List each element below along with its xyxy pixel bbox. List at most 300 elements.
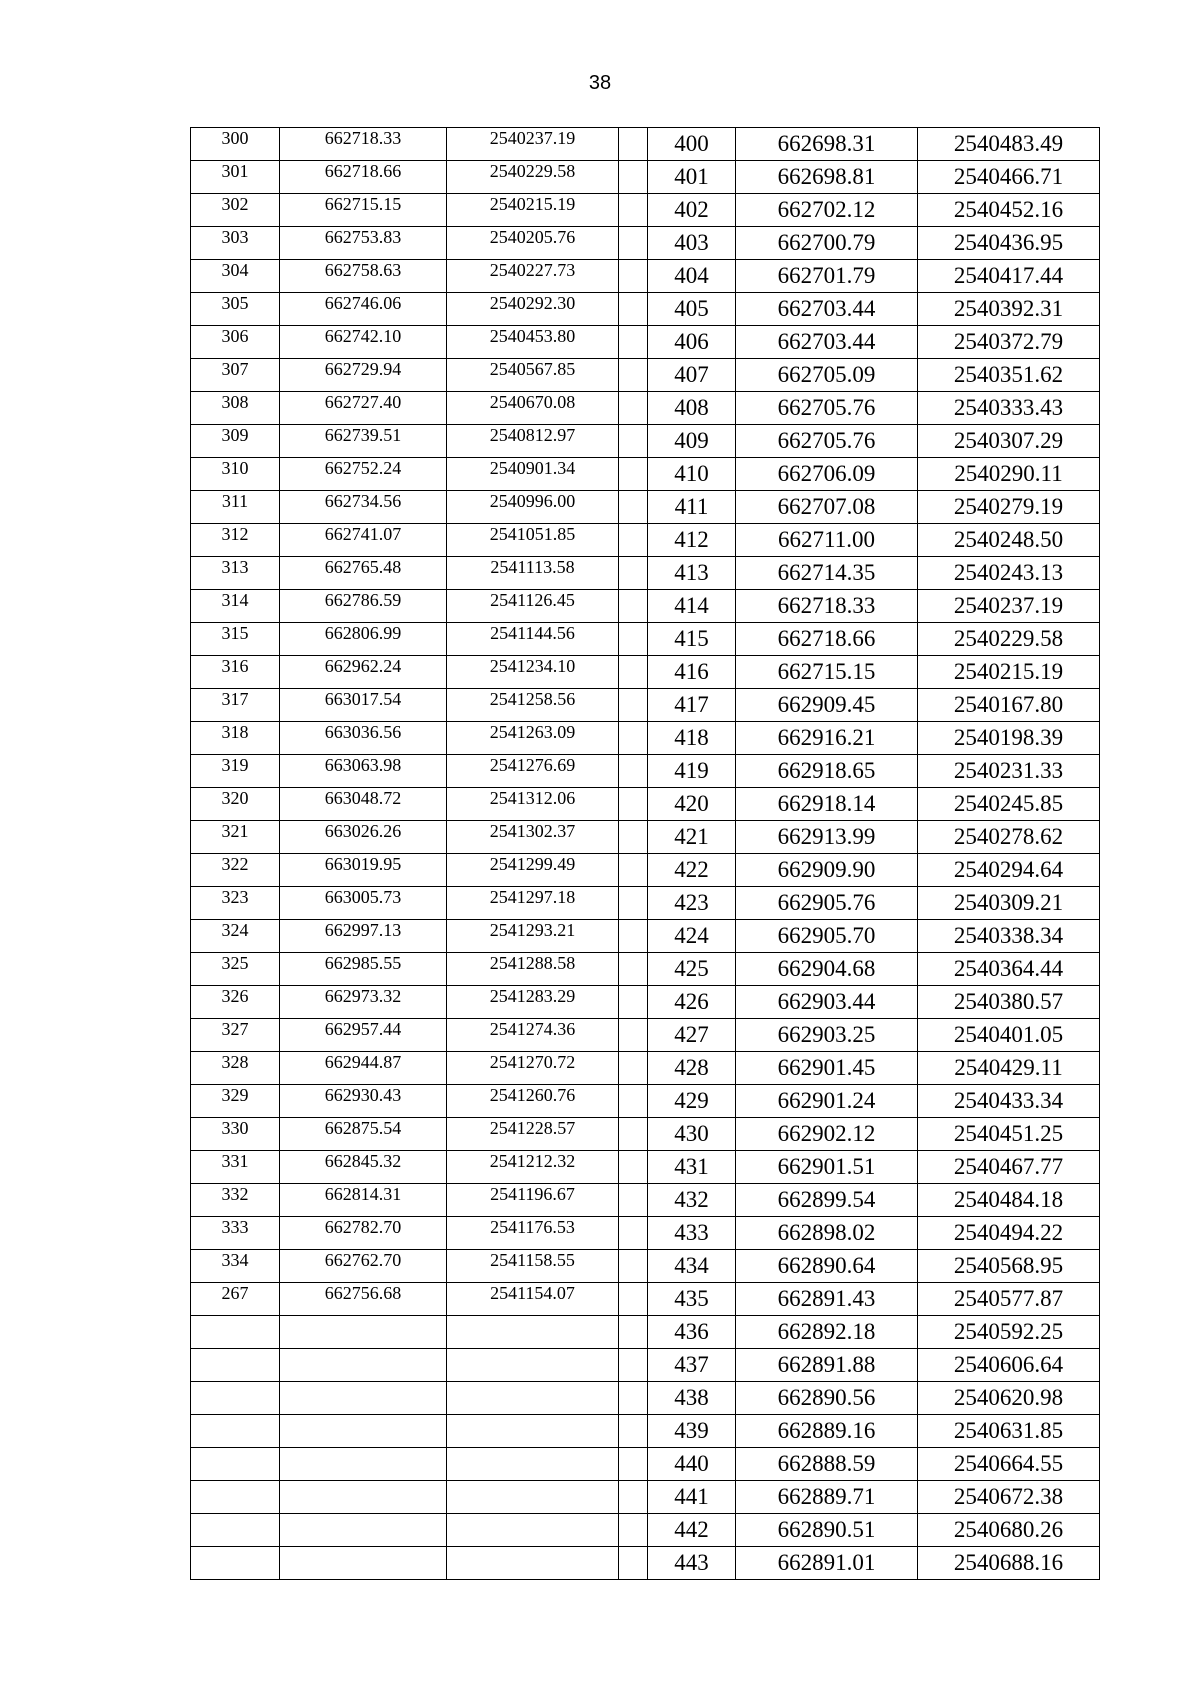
left-x-coordinate-cell: 662930.43 <box>280 1085 447 1118</box>
left-x-coordinate-cell <box>280 1415 447 1448</box>
right-point-number-cell: 418 <box>648 722 736 755</box>
table-row <box>191 293 1100 326</box>
right-y-coordinate-cell: 2540451.25 <box>918 1118 1100 1151</box>
left-x-coordinate-cell: 662782.70 <box>280 1217 447 1250</box>
table-row <box>191 821 1100 854</box>
right-point-number-cell: 431 <box>648 1151 736 1184</box>
table-row <box>191 755 1100 788</box>
right-y-coordinate-cell: 2540467.77 <box>918 1151 1100 1184</box>
right-x-coordinate-cell: 662918.14 <box>736 788 918 821</box>
right-point-number-cell: 432 <box>648 1184 736 1217</box>
left-y-coordinate-cell: 2540292.30 <box>447 293 619 326</box>
table-row <box>191 623 1100 656</box>
left-y-coordinate-cell: 2541126.45 <box>447 590 619 623</box>
left-x-coordinate-cell: 662875.54 <box>280 1118 447 1151</box>
right-point-number-cell: 438 <box>648 1382 736 1415</box>
left-x-coordinate-cell: 662962.24 <box>280 656 447 689</box>
right-y-coordinate-cell: 2540231.33 <box>918 755 1100 788</box>
left-point-number-cell <box>191 1415 280 1448</box>
separator-cell <box>619 920 648 953</box>
left-point-number-cell: 321 <box>191 821 280 854</box>
table-row <box>191 392 1100 425</box>
left-y-coordinate-cell: 2541144.56 <box>447 623 619 656</box>
left-y-coordinate-cell: 2541113.58 <box>447 557 619 590</box>
table-row <box>191 1382 1100 1415</box>
left-y-coordinate-cell: 2541234.10 <box>447 656 619 689</box>
table-row <box>191 1349 1100 1382</box>
right-point-number-cell: 424 <box>648 920 736 953</box>
right-y-coordinate-cell: 2540466.71 <box>918 161 1100 194</box>
left-y-coordinate-cell: 2540670.08 <box>447 392 619 425</box>
right-x-coordinate-cell: 662715.15 <box>736 656 918 689</box>
right-y-coordinate-cell: 2540215.19 <box>918 656 1100 689</box>
left-point-number-cell: 316 <box>191 656 280 689</box>
right-y-coordinate-cell: 2540417.44 <box>918 260 1100 293</box>
left-y-coordinate-cell <box>447 1514 619 1547</box>
table-row <box>191 1217 1100 1250</box>
separator-cell <box>619 524 648 557</box>
right-x-coordinate-cell: 662718.66 <box>736 623 918 656</box>
table-row <box>191 1118 1100 1151</box>
left-y-coordinate-cell: 2541274.36 <box>447 1019 619 1052</box>
table-row <box>191 194 1100 227</box>
left-point-number-cell: 305 <box>191 293 280 326</box>
left-x-coordinate-cell: 662786.59 <box>280 590 447 623</box>
left-x-coordinate-cell: 663063.98 <box>280 755 447 788</box>
left-x-coordinate-cell <box>280 1448 447 1481</box>
left-x-coordinate-cell <box>280 1316 447 1349</box>
right-x-coordinate-cell: 662702.12 <box>736 194 918 227</box>
right-x-coordinate-cell: 662901.45 <box>736 1052 918 1085</box>
page-number: 38 <box>588 72 612 94</box>
right-y-coordinate-cell: 2540592.25 <box>918 1316 1100 1349</box>
left-point-number-cell: 324 <box>191 920 280 953</box>
right-point-number-cell: 420 <box>648 788 736 821</box>
right-x-coordinate-cell: 662700.79 <box>736 227 918 260</box>
right-y-coordinate-cell: 2540380.57 <box>918 986 1100 1019</box>
right-point-number-cell: 413 <box>648 557 736 590</box>
right-y-coordinate-cell: 2540338.34 <box>918 920 1100 953</box>
left-x-coordinate-cell <box>280 1547 447 1580</box>
separator-cell <box>619 1415 648 1448</box>
right-y-coordinate-cell: 2540429.11 <box>918 1052 1100 1085</box>
left-x-coordinate-cell: 662762.70 <box>280 1250 447 1283</box>
separator-cell <box>619 887 648 920</box>
separator-cell <box>619 590 648 623</box>
left-y-coordinate-cell: 2541297.18 <box>447 887 619 920</box>
separator-cell <box>619 359 648 392</box>
left-y-coordinate-cell: 2541263.09 <box>447 722 619 755</box>
table-row <box>191 161 1100 194</box>
left-x-coordinate-cell: 662741.07 <box>280 524 447 557</box>
left-point-number-cell <box>191 1349 280 1382</box>
left-y-coordinate-cell: 2541302.37 <box>447 821 619 854</box>
left-x-coordinate-cell: 662973.32 <box>280 986 447 1019</box>
table-row <box>191 425 1100 458</box>
right-point-number-cell: 416 <box>648 656 736 689</box>
left-point-number-cell: 319 <box>191 755 280 788</box>
separator-cell <box>619 1019 648 1052</box>
right-point-number-cell: 430 <box>648 1118 736 1151</box>
left-point-number-cell: 300 <box>191 128 280 161</box>
left-x-coordinate-cell <box>280 1349 447 1382</box>
right-point-number-cell: 422 <box>648 854 736 887</box>
left-y-coordinate-cell: 2541196.67 <box>447 1184 619 1217</box>
left-point-number-cell: 327 <box>191 1019 280 1052</box>
table-row <box>191 326 1100 359</box>
left-x-coordinate-cell: 663019.95 <box>280 854 447 887</box>
left-x-coordinate-cell: 662944.87 <box>280 1052 447 1085</box>
separator-cell <box>619 821 648 854</box>
left-y-coordinate-cell <box>447 1349 619 1382</box>
left-point-number-cell: 302 <box>191 194 280 227</box>
right-point-number-cell: 403 <box>648 227 736 260</box>
right-y-coordinate-cell: 2540401.05 <box>918 1019 1100 1052</box>
left-y-coordinate-cell <box>447 1547 619 1580</box>
table-row <box>191 1250 1100 1283</box>
right-y-coordinate-cell: 2540364.44 <box>918 953 1100 986</box>
right-y-coordinate-cell: 2540294.64 <box>918 854 1100 887</box>
left-point-number-cell: 301 <box>191 161 280 194</box>
right-x-coordinate-cell: 662903.25 <box>736 1019 918 1052</box>
left-point-number-cell <box>191 1481 280 1514</box>
right-y-coordinate-cell: 2540333.43 <box>918 392 1100 425</box>
left-y-coordinate-cell <box>447 1316 619 1349</box>
separator-cell <box>619 1217 648 1250</box>
left-y-coordinate-cell: 2541293.21 <box>447 920 619 953</box>
left-point-number-cell: 307 <box>191 359 280 392</box>
table-row <box>191 1448 1100 1481</box>
left-point-number-cell <box>191 1316 280 1349</box>
left-y-coordinate-cell <box>447 1481 619 1514</box>
right-y-coordinate-cell: 2540309.21 <box>918 887 1100 920</box>
right-x-coordinate-cell: 662698.81 <box>736 161 918 194</box>
right-x-coordinate-cell: 662890.64 <box>736 1250 918 1283</box>
left-x-coordinate-cell: 662806.99 <box>280 623 447 656</box>
left-x-coordinate-cell: 662845.32 <box>280 1151 447 1184</box>
right-y-coordinate-cell: 2540307.29 <box>918 425 1100 458</box>
separator-cell <box>619 293 648 326</box>
right-y-coordinate-cell: 2540494.22 <box>918 1217 1100 1250</box>
separator-cell <box>619 1514 648 1547</box>
right-x-coordinate-cell: 662903.44 <box>736 986 918 1019</box>
separator-cell <box>619 953 648 986</box>
separator-cell <box>619 194 648 227</box>
right-y-coordinate-cell: 2540279.19 <box>918 491 1100 524</box>
right-x-coordinate-cell: 662705.09 <box>736 359 918 392</box>
left-x-coordinate-cell: 662752.24 <box>280 458 447 491</box>
left-y-coordinate-cell: 2541212.32 <box>447 1151 619 1184</box>
left-y-coordinate-cell: 2541270.72 <box>447 1052 619 1085</box>
left-y-coordinate-cell: 2541258.56 <box>447 689 619 722</box>
left-x-coordinate-cell: 662758.63 <box>280 260 447 293</box>
left-point-number-cell <box>191 1514 280 1547</box>
right-y-coordinate-cell: 2540688.16 <box>918 1547 1100 1580</box>
separator-cell <box>619 1448 648 1481</box>
coordinates-table <box>190 127 1100 1580</box>
left-point-number-cell: 308 <box>191 392 280 425</box>
right-x-coordinate-cell: 662892.18 <box>736 1316 918 1349</box>
separator-cell <box>619 1250 648 1283</box>
left-x-coordinate-cell: 662715.15 <box>280 194 447 227</box>
left-point-number-cell: 334 <box>191 1250 280 1283</box>
left-x-coordinate-cell: 662739.51 <box>280 425 447 458</box>
left-point-number-cell: 304 <box>191 260 280 293</box>
table-row <box>191 1481 1100 1514</box>
right-x-coordinate-cell: 662898.02 <box>736 1217 918 1250</box>
right-x-coordinate-cell: 662904.68 <box>736 953 918 986</box>
right-x-coordinate-cell: 662705.76 <box>736 392 918 425</box>
separator-cell <box>619 1085 648 1118</box>
left-point-number-cell <box>191 1448 280 1481</box>
table-row <box>191 887 1100 920</box>
table-row <box>191 986 1100 1019</box>
left-x-coordinate-cell: 663005.73 <box>280 887 447 920</box>
table-row <box>191 689 1100 722</box>
right-x-coordinate-cell: 662905.76 <box>736 887 918 920</box>
right-y-coordinate-cell: 2540483.49 <box>918 128 1100 161</box>
left-y-coordinate-cell: 2540901.34 <box>447 458 619 491</box>
right-point-number-cell: 440 <box>648 1448 736 1481</box>
right-x-coordinate-cell: 662707.08 <box>736 491 918 524</box>
right-point-number-cell: 407 <box>648 359 736 392</box>
separator-cell <box>619 1283 648 1316</box>
right-point-number-cell: 405 <box>648 293 736 326</box>
separator-cell <box>619 722 648 755</box>
right-y-coordinate-cell: 2540484.18 <box>918 1184 1100 1217</box>
left-point-number-cell: 325 <box>191 953 280 986</box>
left-x-coordinate-cell: 662718.33 <box>280 128 447 161</box>
separator-cell <box>619 260 648 293</box>
right-x-coordinate-cell: 662888.59 <box>736 1448 918 1481</box>
right-point-number-cell: 417 <box>648 689 736 722</box>
right-x-coordinate-cell: 662902.12 <box>736 1118 918 1151</box>
table-row <box>191 1547 1100 1580</box>
table-row <box>191 359 1100 392</box>
table-row <box>191 1514 1100 1547</box>
separator-cell <box>619 1052 648 1085</box>
left-y-coordinate-cell: 2541288.58 <box>447 953 619 986</box>
left-point-number-cell: 309 <box>191 425 280 458</box>
left-point-number-cell: 313 <box>191 557 280 590</box>
right-point-number-cell: 428 <box>648 1052 736 1085</box>
right-point-number-cell: 437 <box>648 1349 736 1382</box>
right-point-number-cell: 406 <box>648 326 736 359</box>
left-y-coordinate-cell: 2541176.53 <box>447 1217 619 1250</box>
separator-cell <box>619 1349 648 1382</box>
separator-cell <box>619 986 648 1019</box>
table-row <box>191 1085 1100 1118</box>
left-x-coordinate-cell: 663017.54 <box>280 689 447 722</box>
left-x-coordinate-cell: 662997.13 <box>280 920 447 953</box>
table-body <box>191 128 1100 1580</box>
separator-cell <box>619 689 648 722</box>
table-row <box>191 788 1100 821</box>
right-point-number-cell: 435 <box>648 1283 736 1316</box>
left-point-number-cell: 303 <box>191 227 280 260</box>
separator-cell <box>619 854 648 887</box>
left-x-coordinate-cell <box>280 1514 447 1547</box>
left-y-coordinate-cell: 2541051.85 <box>447 524 619 557</box>
left-point-number-cell: 332 <box>191 1184 280 1217</box>
right-y-coordinate-cell: 2540372.79 <box>918 326 1100 359</box>
left-x-coordinate-cell: 663026.26 <box>280 821 447 854</box>
left-point-number-cell: 323 <box>191 887 280 920</box>
left-y-coordinate-cell: 2541260.76 <box>447 1085 619 1118</box>
left-point-number-cell: 314 <box>191 590 280 623</box>
table-row <box>191 128 1100 161</box>
right-y-coordinate-cell: 2540229.58 <box>918 623 1100 656</box>
right-y-coordinate-cell: 2540351.62 <box>918 359 1100 392</box>
left-x-coordinate-cell: 662957.44 <box>280 1019 447 1052</box>
left-x-coordinate-cell: 662985.55 <box>280 953 447 986</box>
separator-cell <box>619 1118 648 1151</box>
right-point-number-cell: 439 <box>648 1415 736 1448</box>
right-y-coordinate-cell: 2540167.80 <box>918 689 1100 722</box>
table-row <box>191 1019 1100 1052</box>
right-point-number-cell: 410 <box>648 458 736 491</box>
separator-cell <box>619 1547 648 1580</box>
left-y-coordinate-cell <box>447 1382 619 1415</box>
right-y-coordinate-cell: 2540248.50 <box>918 524 1100 557</box>
left-x-coordinate-cell: 662814.31 <box>280 1184 447 1217</box>
right-point-number-cell: 408 <box>648 392 736 425</box>
right-y-coordinate-cell: 2540433.34 <box>918 1085 1100 1118</box>
table-row <box>191 1184 1100 1217</box>
left-x-coordinate-cell <box>280 1481 447 1514</box>
left-point-number-cell: 320 <box>191 788 280 821</box>
right-x-coordinate-cell: 662916.21 <box>736 722 918 755</box>
left-x-coordinate-cell: 662718.66 <box>280 161 447 194</box>
left-x-coordinate-cell: 662729.94 <box>280 359 447 392</box>
left-y-coordinate-cell: 2541158.55 <box>447 1250 619 1283</box>
right-x-coordinate-cell: 662706.09 <box>736 458 918 491</box>
right-y-coordinate-cell: 2540620.98 <box>918 1382 1100 1415</box>
left-point-number-cell: 330 <box>191 1118 280 1151</box>
left-point-number-cell: 310 <box>191 458 280 491</box>
right-y-coordinate-cell: 2540243.13 <box>918 557 1100 590</box>
right-point-number-cell: 411 <box>648 491 736 524</box>
left-point-number-cell <box>191 1382 280 1415</box>
right-x-coordinate-cell: 662703.44 <box>736 293 918 326</box>
right-x-coordinate-cell: 662899.54 <box>736 1184 918 1217</box>
right-y-coordinate-cell: 2540278.62 <box>918 821 1100 854</box>
right-point-number-cell: 402 <box>648 194 736 227</box>
right-y-coordinate-cell: 2540198.39 <box>918 722 1100 755</box>
left-x-coordinate-cell: 663036.56 <box>280 722 447 755</box>
separator-cell <box>619 128 648 161</box>
left-x-coordinate-cell: 662765.48 <box>280 557 447 590</box>
table-row <box>191 920 1100 953</box>
right-x-coordinate-cell: 662918.65 <box>736 755 918 788</box>
left-y-coordinate-cell: 2540996.00 <box>447 491 619 524</box>
left-y-coordinate-cell: 2540812.97 <box>447 425 619 458</box>
right-point-number-cell: 443 <box>648 1547 736 1580</box>
table-row <box>191 590 1100 623</box>
right-point-number-cell: 404 <box>648 260 736 293</box>
table-row <box>191 524 1100 557</box>
right-point-number-cell: 419 <box>648 755 736 788</box>
right-x-coordinate-cell: 662891.43 <box>736 1283 918 1316</box>
right-x-coordinate-cell: 662718.33 <box>736 590 918 623</box>
table-row <box>191 458 1100 491</box>
left-x-coordinate-cell: 662753.83 <box>280 227 447 260</box>
left-point-number-cell: 318 <box>191 722 280 755</box>
separator-cell <box>619 788 648 821</box>
separator-cell <box>619 1151 648 1184</box>
separator-cell <box>619 1481 648 1514</box>
table-row <box>191 227 1100 260</box>
left-y-coordinate-cell: 2540567.85 <box>447 359 619 392</box>
right-x-coordinate-cell: 662889.71 <box>736 1481 918 1514</box>
right-point-number-cell: 412 <box>648 524 736 557</box>
left-point-number-cell: 312 <box>191 524 280 557</box>
right-y-coordinate-cell: 2540672.38 <box>918 1481 1100 1514</box>
table-row <box>191 1415 1100 1448</box>
right-point-number-cell: 409 <box>648 425 736 458</box>
table-row <box>191 722 1100 755</box>
left-y-coordinate-cell <box>447 1415 619 1448</box>
right-point-number-cell: 426 <box>648 986 736 1019</box>
right-x-coordinate-cell: 662909.90 <box>736 854 918 887</box>
separator-cell <box>619 458 648 491</box>
right-y-coordinate-cell: 2540392.31 <box>918 293 1100 326</box>
separator-cell <box>619 755 648 788</box>
right-x-coordinate-cell: 662905.70 <box>736 920 918 953</box>
right-point-number-cell: 400 <box>648 128 736 161</box>
right-x-coordinate-cell: 662890.51 <box>736 1514 918 1547</box>
table-row <box>191 1316 1100 1349</box>
table-row <box>191 854 1100 887</box>
left-y-coordinate-cell: 2540237.19 <box>447 128 619 161</box>
right-x-coordinate-cell: 662714.35 <box>736 557 918 590</box>
right-y-coordinate-cell: 2540606.64 <box>918 1349 1100 1382</box>
left-point-number-cell <box>191 1547 280 1580</box>
right-y-coordinate-cell: 2540290.11 <box>918 458 1100 491</box>
separator-cell <box>619 491 648 524</box>
left-y-coordinate-cell: 2541228.57 <box>447 1118 619 1151</box>
right-x-coordinate-cell: 662705.76 <box>736 425 918 458</box>
separator-cell <box>619 656 648 689</box>
left-x-coordinate-cell: 662727.40 <box>280 392 447 425</box>
left-point-number-cell: 317 <box>191 689 280 722</box>
left-x-coordinate-cell: 663048.72 <box>280 788 447 821</box>
right-x-coordinate-cell: 662698.31 <box>736 128 918 161</box>
left-y-coordinate-cell: 2541312.06 <box>447 788 619 821</box>
table-row <box>191 1052 1100 1085</box>
right-point-number-cell: 423 <box>648 887 736 920</box>
table-row <box>191 260 1100 293</box>
right-y-coordinate-cell: 2540631.85 <box>918 1415 1100 1448</box>
separator-cell <box>619 1382 648 1415</box>
left-point-number-cell: 333 <box>191 1217 280 1250</box>
left-point-number-cell: 306 <box>191 326 280 359</box>
right-point-number-cell: 414 <box>648 590 736 623</box>
left-y-coordinate-cell: 2541299.49 <box>447 854 619 887</box>
left-y-coordinate-cell: 2540453.80 <box>447 326 619 359</box>
left-point-number-cell: 329 <box>191 1085 280 1118</box>
left-y-coordinate-cell <box>447 1448 619 1481</box>
separator-cell <box>619 1316 648 1349</box>
right-point-number-cell: 434 <box>648 1250 736 1283</box>
left-point-number-cell: 311 <box>191 491 280 524</box>
right-x-coordinate-cell: 662890.56 <box>736 1382 918 1415</box>
separator-cell <box>619 392 648 425</box>
separator-cell <box>619 1184 648 1217</box>
separator-cell <box>619 227 648 260</box>
left-x-coordinate-cell: 662742.10 <box>280 326 447 359</box>
right-x-coordinate-cell: 662901.24 <box>736 1085 918 1118</box>
